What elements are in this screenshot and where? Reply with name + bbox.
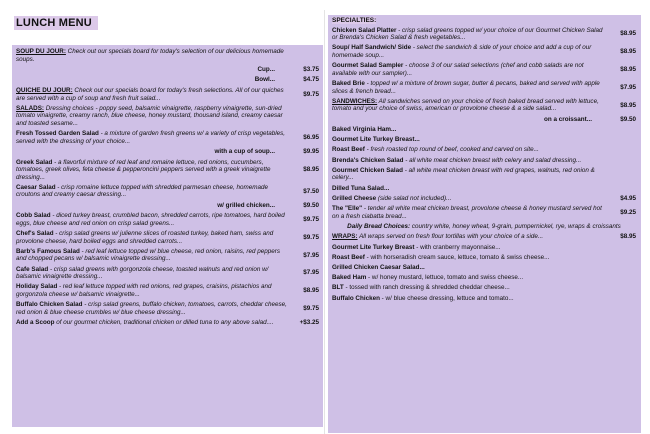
- menu-item-price: $8.95: [620, 48, 636, 56]
- menu-item-text: [332, 244, 608, 252]
- menu-item-text: [332, 274, 608, 282]
- menu-item-option: [16, 66, 319, 74]
- menu-item: [16, 48, 319, 63]
- menu-item-option: [332, 116, 636, 124]
- menu-item-text: [332, 185, 608, 193]
- menu-item: [332, 157, 636, 165]
- menu-item: [332, 274, 636, 282]
- menu-item-description: - a flavorful mixture of red leaf and romaine lettuce, red onions, cucumbers, tomatoes, greek olives, feta cheese & pepperoncini peppers served with a greek vinaigrette dressing...: [16, 158, 271, 181]
- menu-item-description: (side salad not included)...: [376, 194, 452, 202]
- menu-item: [332, 98, 636, 113]
- menu-item-name: Gourmet Salad Sampler: [332, 62, 404, 70]
- menu-item: [16, 248, 319, 263]
- menu-item: [332, 264, 636, 272]
- menu-item: [332, 284, 636, 292]
- menu-item-text: [16, 230, 291, 245]
- menu-item-price: $8.95: [620, 233, 636, 241]
- menu-item-name: Buffalo Chicken Salad: [16, 301, 83, 309]
- menu-right-column: [328, 15, 641, 433]
- menu-item: [332, 146, 636, 154]
- menu-item-price: $8.95: [303, 287, 319, 295]
- menu-item-description: - w/ honey mustard, lettuce, tomato and swiss cheese...: [366, 274, 524, 282]
- menu-item-description: - crisp salad greens w/ julienne slices of roasted turkey, baked ham, swiss and provolone cheese, hard boiled eggs and shredded carrots...: [16, 230, 274, 245]
- menu-item-text: [332, 62, 608, 77]
- menu-item-name: QUICHE DU JOUR:: [16, 86, 73, 94]
- menu-item-text: [16, 184, 291, 199]
- menu-item-price: $8.95: [620, 65, 636, 73]
- menu-item-description: - crisp salad greens topped w/ your choice of our Gourmet Chicken Salad or Brenda's Chicken Salad & fresh vegetables...: [332, 26, 603, 42]
- menu-item: [332, 195, 636, 203]
- menu-item-price: $9.75: [303, 216, 319, 224]
- menu-item-description: - tossed with ranch dressing & shredded cheddar cheese...: [343, 284, 510, 292]
- menu-item-price: $4.95: [620, 194, 636, 202]
- menu-item-description: Dressing choices - poppy seed, balsamic vinaigrette, raspberry vinaigrette, sun-dried tomato vinaigrette, creamy ranch, blue cheese, honey mustard, thousand island, creamy caesar and toasted sesame...: [16, 104, 283, 127]
- menu-option-label: on a croissant...: [544, 115, 592, 123]
- menu-item-text: [16, 301, 291, 316]
- menu-item-name: Barb's Famous Salad: [16, 247, 80, 255]
- menu-item: [16, 319, 319, 327]
- menu-option-label: Bowl...: [254, 76, 275, 84]
- menu-item-name: Roast Beef: [332, 253, 365, 261]
- menu-item-description: All sandwiches served on your choice of fresh baked bread served with lettuce, tomato and your choice of swiss, american or provolone cheese & a side salad...: [332, 97, 599, 113]
- menu-item: [332, 126, 636, 134]
- menu-item-price: $9.75: [303, 233, 319, 241]
- menu-item-text: [332, 167, 608, 182]
- menu-item-name: Gourmet Chicken Salad: [332, 166, 404, 174]
- menu-item-text: [332, 146, 608, 154]
- menu-item-price: $9.75: [303, 90, 319, 98]
- menu-item: [332, 27, 636, 42]
- menu-item-description: - crisp salad greens, buffalo chicken, tomatoes, carrots, cheddar cheese, red onion & blue cheese crumbles w/ blue cheese dressing...: [16, 301, 287, 316]
- menu-item-description: - w/ blue cheese dressing, lettuce and tomato...: [379, 294, 514, 302]
- menu-item-text: [332, 157, 608, 165]
- menu-item-price: $7.95: [620, 83, 636, 91]
- menu-item: [332, 80, 636, 95]
- menu-item-price: $8.95: [620, 30, 636, 38]
- menu-item: [16, 266, 319, 281]
- menu-item-text: [16, 87, 291, 102]
- menu-item-text: [332, 295, 608, 303]
- menu-item-price: $6.95: [303, 133, 319, 141]
- menu-item-price: $9.25: [620, 208, 636, 216]
- menu-item: [16, 105, 319, 128]
- menu-item-description: All wraps served on fresh flour tortillas with your choice of a side...: [357, 233, 544, 241]
- menu-item-price: $7.95: [303, 251, 319, 259]
- menu-item-name: Cafe Salad: [16, 265, 49, 273]
- menu-item-price: $9.75: [303, 304, 319, 312]
- menu-item-description: - crisp salad greens with gorgonzola cheese, toasted walnuts and red onion w/ balsamic vinaigrette dressing...: [16, 265, 269, 281]
- menu-option-label: w/ grilled chicken...: [217, 201, 275, 209]
- menu-item-description: - fresh roasted top round of beef, cooked and carved on site...: [364, 146, 539, 154]
- menu-item-text: [332, 136, 608, 144]
- menu-item-text: [16, 159, 291, 182]
- menu-item-text: [332, 233, 608, 241]
- menu-option-label: Cup...: [257, 65, 275, 73]
- menu-item: [332, 136, 636, 144]
- menu-item-text: [332, 44, 608, 59]
- menu-item-name: Holiday Salad: [16, 283, 58, 291]
- menu-item-text: [16, 212, 291, 227]
- menu-item-name: Fresh Tossed Garden Salad: [16, 130, 99, 138]
- menu-item-text: [16, 319, 291, 327]
- menu-item-description: - all white meat chicken breast with red grapes, walnuts, red onion & celery...: [332, 166, 595, 182]
- menu-item-name: WRAPS:: [332, 233, 358, 241]
- menu-item-text: [16, 266, 291, 281]
- menu-item-name: Dilled Tuna Salad...: [332, 184, 390, 192]
- menu-item-description: - with horseradish cream sauce, lettuce, tomato & swiss cheese...: [364, 253, 550, 261]
- menu-item-text: [16, 48, 291, 63]
- menu-item-text: [332, 126, 608, 134]
- menu-item-name: Gourmet Lite Turkey Breast...: [332, 136, 420, 144]
- menu-item-name: Cobb Salad: [16, 212, 51, 220]
- menu-left-column: [12, 45, 323, 427]
- menu-item: [16, 212, 319, 227]
- page-title: LUNCH MENU: [14, 16, 98, 30]
- menu-item: [332, 167, 636, 182]
- section-heading-text: SPECIALTIES:: [332, 17, 377, 24]
- menu-item-description: - with cranberry mayonnaise...: [414, 243, 501, 251]
- menu-item-description: of our gourmet chicken, traditional chicken or dilled tuna to any above salad....: [54, 318, 274, 326]
- menu-item-description: - choose 3 of our salad selections (chef and cobb salads are not available with our sampler)...: [332, 62, 584, 77]
- menu-item-description: - diced turkey breast, crumbled bacon, shredded carrots, ripe tomatoes, hard boiled eggs, blue cheese and red onion on crisp salad greens...: [16, 212, 285, 227]
- section-heading: [332, 17, 636, 25]
- menu-item-name: Add a Scoop: [16, 318, 55, 326]
- menu-item-description: Check out our specials board for today's fresh selections. All of our quiches are served with a cup of soup and fresh fruit salad...: [16, 86, 284, 102]
- menu-item-text: [332, 80, 608, 95]
- menu-item-description: - tender all white meat chicken breast, provolone cheese & honey mustard served hot on a fresh ciabatta bread...: [332, 205, 602, 220]
- menu-item-text: [16, 283, 291, 298]
- menu-item: [16, 184, 319, 199]
- menu-option-price: $9.50: [620, 115, 636, 123]
- menu-item-name: Gourmet Lite Turkey Breast: [332, 243, 415, 251]
- menu-item-description: - red leaf lettuce topped w/ blue cheese, red onion, raisins, red peppers and chopped pecans w/ balsamic vinaigrette dressing...: [16, 247, 281, 263]
- menu-item-name: Roast Beef: [332, 146, 365, 154]
- bread-choices-note: [332, 223, 636, 231]
- menu-item-name: Caesar Salad: [16, 183, 56, 191]
- menu-item-name: The "Elle": [332, 205, 363, 212]
- menu-item-name: Soup/ Half Sandwich/ Side: [332, 44, 412, 52]
- menu-option-price: $9.50: [303, 201, 319, 209]
- menu-item-description: - crisp romaine lettuce topped with shredded parmesan cheese, homemade croutons and creamy caesar dressing...: [16, 183, 269, 199]
- menu-item: [332, 233, 636, 241]
- menu-item-name: Baked Brie: [332, 79, 365, 87]
- menu-item-text: [332, 195, 608, 203]
- menu-option-price: $3.75: [303, 65, 319, 73]
- menu-item: [332, 244, 636, 252]
- menu-item-name: SALADS:: [16, 104, 44, 112]
- menu-item-price: $7.95: [303, 269, 319, 277]
- menu-item-text: [332, 264, 608, 272]
- menu-item-price: $7.50: [303, 187, 319, 195]
- menu-item: [16, 283, 319, 298]
- menu-item-name: Grilled Chicken Caesar Salad...: [332, 263, 425, 271]
- menu-item-option: [16, 148, 319, 156]
- menu-item-text: [16, 105, 291, 128]
- menu-option-label: with a cup of soup...: [214, 147, 275, 155]
- menu-item-text: [332, 98, 608, 113]
- menu-item-description: - select the sandwich & side of your choice and add a cup of our homemade soup...: [332, 44, 592, 59]
- menu-item-option: [16, 202, 319, 210]
- menu-item-name: Chef's Salad: [16, 230, 54, 238]
- menu-item-text: [332, 254, 608, 262]
- menu-item-name: Baked Ham: [332, 274, 367, 282]
- menu-item-text: [16, 130, 291, 145]
- bread-choices-text: country white, honey wheat, 9-grain, pumpernickel, rye, wraps & croissants: [410, 222, 621, 230]
- menu-item: [16, 87, 319, 102]
- menu-item-description: Check out our specials board for today's selection of our delicious homemade soups.: [16, 48, 284, 63]
- menu-item-name: Brenda's Chicken Salad: [332, 156, 404, 164]
- menu-item-description: - all white meat chicken breast with celery and salad dressing...: [403, 156, 582, 164]
- menu-item: [332, 295, 636, 303]
- menu-item-price: +$3.25: [299, 318, 319, 326]
- menu-item: [332, 44, 636, 59]
- menu-item-name: SOUP DU JOUR:: [16, 48, 66, 55]
- menu-item-price: $8.95: [620, 101, 636, 109]
- menu-item-name: SANDWICHES:: [332, 97, 378, 105]
- menu-item-text: [332, 284, 608, 292]
- bread-choices-label: Daily Bread Choices:: [347, 222, 411, 230]
- menu-item: [332, 205, 636, 220]
- menu-option-price: $4.75: [303, 76, 319, 84]
- menu-item-name: BLT: [332, 284, 344, 292]
- menu-option-price: $9.95: [303, 147, 319, 155]
- menu-item-option: [16, 76, 319, 84]
- menu-item: [332, 185, 636, 193]
- menu-item-name: Chicken Salad Platter: [332, 26, 397, 34]
- menu-item-description: - red leaf lettuce topped with red onions, red grapes, craisins, pistachios and gorgonzola cheese w/ balsamic vinaigrette...: [16, 283, 272, 298]
- menu-item-description: - topped w/ a mixture of brown sugar, butter & pecans, baked and served with apple slices & french bread...: [332, 79, 600, 95]
- menu-item: [16, 230, 319, 245]
- menu-item: [16, 159, 319, 182]
- menu-item-name: Greek Salad: [16, 158, 53, 166]
- column-divider: [324, 10, 325, 434]
- menu-item: [332, 62, 636, 77]
- menu-item-description: - a mixture of garden fresh greens w/ a variety of crisp vegetables, served with the dressing of your choice...: [16, 130, 286, 145]
- menu-item: [16, 130, 319, 145]
- menu-item-name: Baked Virginia Ham...: [332, 126, 397, 134]
- menu-item: [16, 301, 319, 316]
- menu-item-price: $8.95: [303, 166, 319, 174]
- menu-item: [332, 254, 636, 262]
- menu-item-text: [16, 248, 291, 263]
- menu-item-name: Grilled Cheese: [332, 194, 377, 202]
- menu-item-text: [332, 27, 608, 42]
- menu-item-name: Buffalo Chicken: [332, 294, 380, 302]
- menu-item-text: [332, 205, 608, 220]
